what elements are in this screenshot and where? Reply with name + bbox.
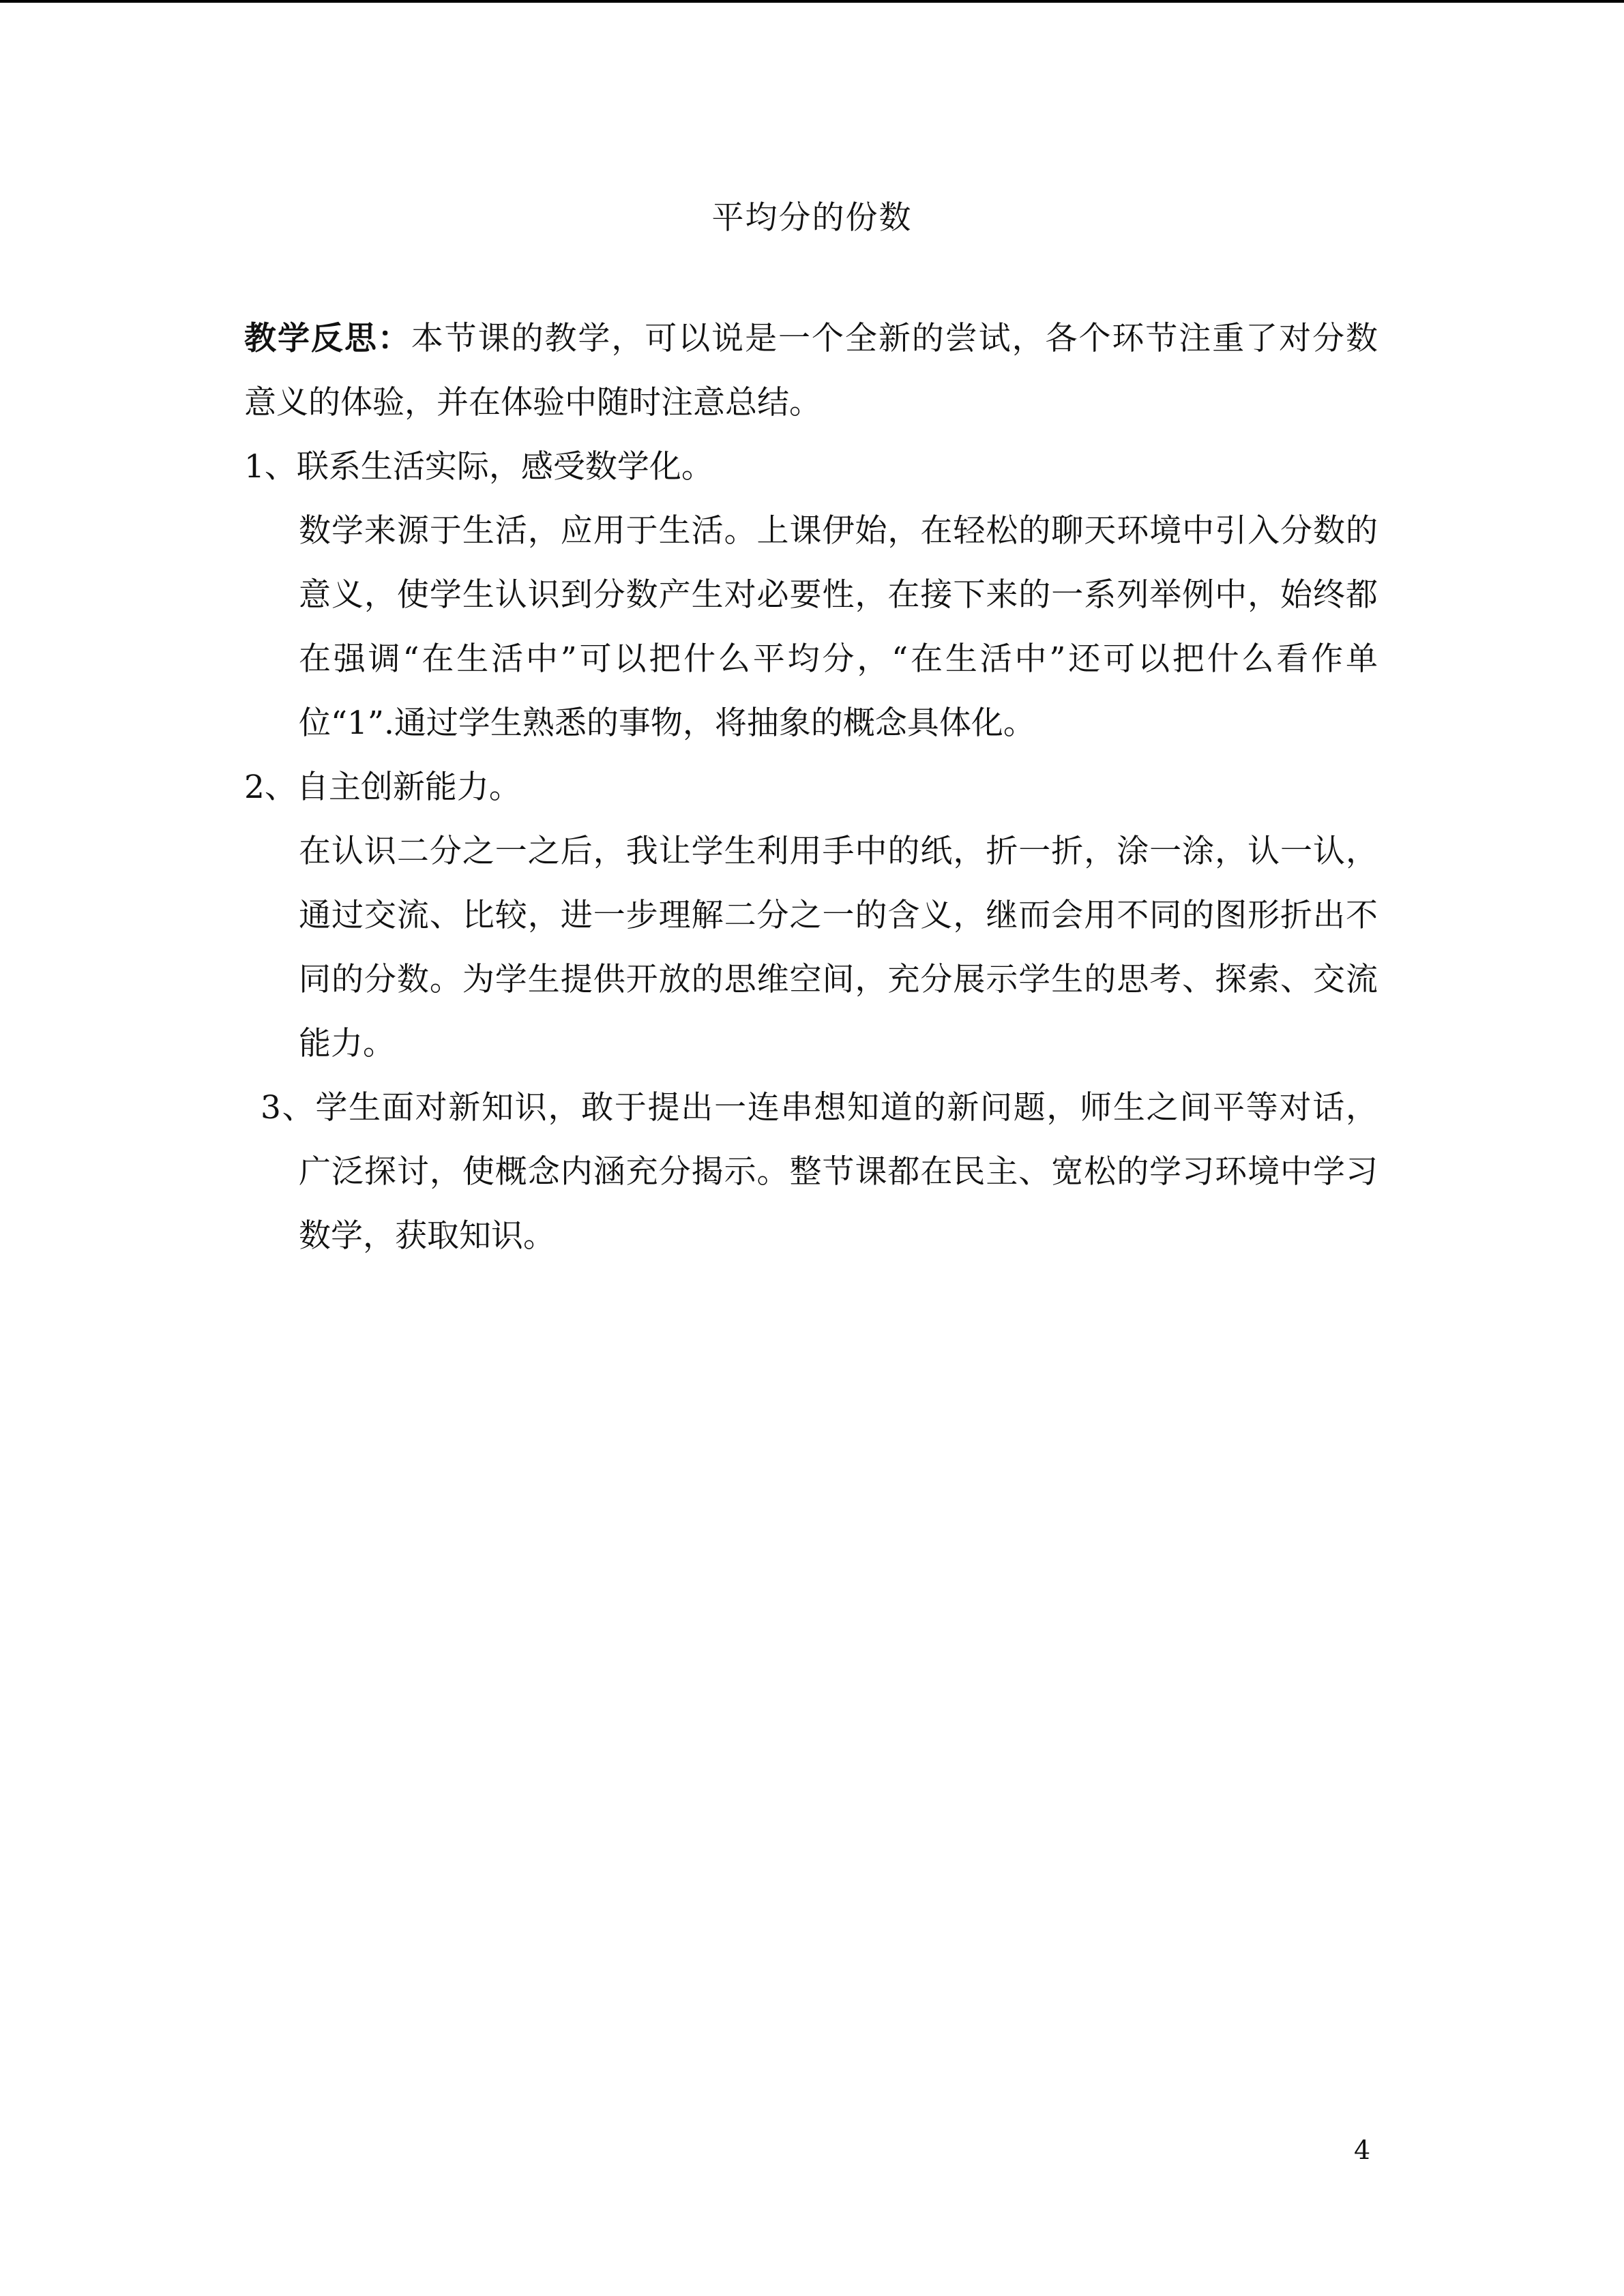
section-2-heading: 2、自主创新能力。	[244, 769, 521, 806]
intro-label: 教学反思：	[244, 320, 411, 357]
intro-line-1	[244, 307, 1378, 371]
section-1-line: 意义，使学生认识到分数产生对必要性，在接下来的一系列举例中，始终都	[299, 576, 1378, 614]
section-3-line-1: 3、学生面对新知识，敢于提出一连串想知道的新问题，师生之间平等对话，	[261, 1089, 1378, 1127]
page-top-border	[0, 0, 1624, 3]
section-1-heading: 1、联系生活实际，感受数学化。	[244, 448, 713, 486]
section-3-line: 数学，获取知识。	[299, 1217, 555, 1255]
page-title: 平均分的份数	[711, 199, 913, 237]
section-1-line: 数学来源于生活，应用于生活。上课伊始，在轻松的聊天环境中引入分数的	[299, 512, 1378, 550]
section-2-line: 同的分数。为学生提供开放的思维空间，充分展示学生的思考、探索、交流	[299, 961, 1378, 998]
section-1-line: 在强调“在生活中”可以把什么平均分，“在生活中”还可以把什么看作单	[299, 640, 1378, 678]
section-2-line: 能力。	[299, 1025, 395, 1062]
section-3-line: 广泛探讨，使概念内涵充分揭示。整节课都在民主、宽松的学习环境中学习	[299, 1153, 1378, 1191]
intro-text: 本节课的教学，可以说是一个全新的尝试，各个环节注重了对分数	[411, 320, 1378, 357]
intro-line-2: 意义的体验，并在体验中随时注意总结。	[244, 384, 821, 421]
page-number: 4	[1354, 2135, 1371, 2165]
section-1-line: 位“1”.通过学生熟悉的事物，将抽象的概念具体化。	[299, 704, 1035, 742]
document-body	[244, 307, 1378, 1268]
section-2-line: 通过交流、比较，进一步理解二分之一的含义，继而会用不同的图形折出不	[299, 897, 1378, 934]
section-2-line: 在认识二分之一之后，我让学生利用手中的纸，折一折，涂一涂，认一认，	[299, 833, 1378, 870]
